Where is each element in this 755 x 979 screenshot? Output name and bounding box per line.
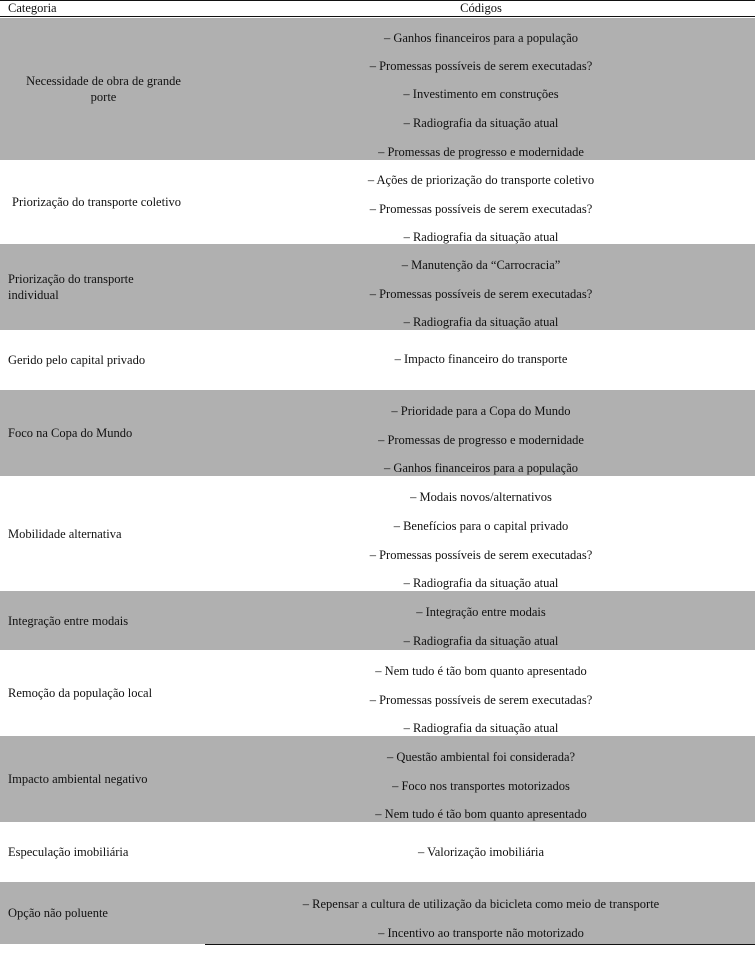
- table-row: [0, 650, 755, 736]
- table-row: [0, 18, 755, 160]
- table-row: [0, 330, 755, 390]
- code-item: – Benefícios para o capital privado: [393, 519, 569, 533]
- header-codes: Códigos: [460, 1, 502, 15]
- header-bottom-rule: [0, 16, 755, 17]
- code-item: – Repensar a cultura de utilização da bicicleta como meio de transporte: [302, 897, 660, 911]
- code-item: – Incentivo ao transporte não motorizado: [378, 926, 584, 940]
- codes-cell: [207, 244, 755, 330]
- code-item: – Manutenção da “Carrocracia”: [401, 258, 561, 272]
- category-cell: Impacto ambiental negativo: [8, 772, 148, 786]
- code-item: – Investimento em construções: [403, 87, 559, 101]
- table-row: [0, 390, 755, 476]
- code-item: – Questão ambiental foi considerada?: [386, 750, 576, 764]
- table-row: [0, 736, 755, 822]
- category-cell: Mobilidade alternativa: [8, 526, 122, 541]
- table-header: [0, 0, 755, 17]
- table-row: [0, 882, 755, 944]
- category-cell: Foco na Copa do Mundo: [8, 426, 133, 440]
- codes-cell: [207, 390, 755, 476]
- category-cell: Integração entre modais: [8, 613, 129, 628]
- code-item: – Promessas possíveis de serem executadas?: [369, 202, 593, 216]
- code-item: – Radiografia da situação atual: [403, 721, 559, 735]
- table-row: [0, 476, 755, 591]
- table-row: [0, 822, 755, 882]
- code-item: – Integração entre modais: [416, 605, 546, 619]
- codes-cell: [207, 822, 755, 882]
- codes-cell: [207, 330, 755, 390]
- code-item: – Radiografia da situação atual: [403, 634, 559, 648]
- code-item: – Promessas possíveis de serem executadas?: [369, 548, 593, 562]
- code-item: – Radiografia da situação atual: [403, 576, 559, 590]
- code-item: – Foco nos transportes motorizados: [392, 779, 570, 793]
- category-cell: Priorização do transporte individual: [8, 272, 134, 302]
- code-item: – Ganhos financeiros para a população: [383, 31, 579, 45]
- code-item: – Impacto financeiro do transporte: [394, 352, 568, 366]
- codes-cell: [207, 736, 755, 822]
- table-row: [0, 244, 755, 330]
- code-item: – Promessas possíveis de serem executadas?: [369, 287, 593, 301]
- category-cell: Remoção da população local: [8, 686, 153, 700]
- code-item: – Modais novos/alternativos: [410, 490, 552, 504]
- code-item: – Promessas possíveis de serem executadas?: [369, 693, 593, 707]
- code-item: – Ações de priorização do transporte coletivo: [367, 173, 595, 187]
- codes-cell: [207, 18, 755, 160]
- codes-cell: [207, 591, 755, 650]
- category-cell: Especulação imobiliária: [8, 845, 129, 859]
- code-item: – Valorização imobiliária: [417, 845, 545, 859]
- header-category: Categoria: [8, 1, 57, 15]
- code-item: – Nem tudo é tão bom quanto apresentado: [375, 807, 587, 821]
- code-item: – Nem tudo é tão bom quanto apresentado: [375, 664, 587, 678]
- category-cell: Gerido pelo capital privado: [8, 353, 146, 367]
- codes-cell: [207, 882, 755, 944]
- code-item: – Ganhos financeiros para a população: [383, 461, 579, 475]
- codes-cell: [207, 476, 755, 591]
- code-item: – Radiografia da situação atual: [403, 230, 559, 244]
- code-item: – Promessas de progresso e modernidade: [378, 433, 584, 447]
- table-bottom-rule: [205, 944, 755, 945]
- codes-cell: [207, 160, 755, 244]
- code-item: – Radiografia da situação atual: [403, 315, 559, 329]
- code-item: – Promessas de progresso e modernidade: [378, 145, 584, 159]
- table-row: [0, 591, 755, 650]
- code-item: – Promessas possíveis de serem executadas?: [369, 59, 593, 73]
- code-item: – Prioridade para a Copa do Mundo: [391, 404, 571, 418]
- category-cell: Opção não poluente: [8, 906, 108, 920]
- table-row: [0, 160, 755, 244]
- codes-cell: [207, 650, 755, 736]
- category-cell: Necessidade de obra de grande porte: [26, 74, 181, 104]
- category-cell: Priorização do transporte coletivo: [12, 195, 182, 209]
- code-item: – Radiografia da situação atual: [403, 116, 559, 130]
